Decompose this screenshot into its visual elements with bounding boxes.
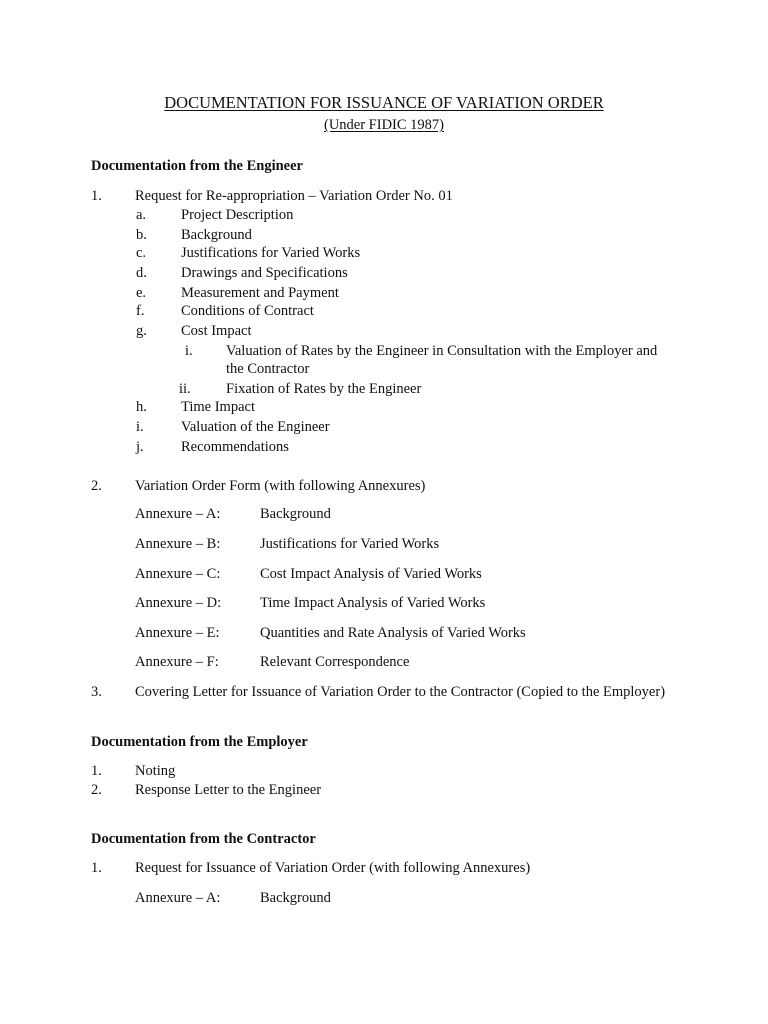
sub-item-text: Justifications for Varied Works <box>181 245 361 261</box>
annexure-value: Quantities and Rate Analysis of Varied Works <box>260 625 526 641</box>
list-number: 3. <box>91 684 102 700</box>
sub-item-text: Project Description <box>181 207 294 223</box>
sub-item-text: Drawings and Specifications <box>181 265 348 281</box>
sub-item-letter: c. <box>136 245 147 261</box>
sub-sub-item-number: i. <box>185 343 193 359</box>
annexure-label: Annexure – B: <box>135 536 221 552</box>
list-number: 2. <box>91 782 102 798</box>
annexure-value: Cost Impact Analysis of Varied Works <box>260 566 482 582</box>
list-number: 1. <box>91 860 102 876</box>
sub-sub-item-number: ii. <box>179 381 191 397</box>
annexure-label: Annexure – F: <box>135 654 219 670</box>
sub-item-letter: j. <box>136 439 144 455</box>
list-number: 2. <box>91 478 102 494</box>
annexure-value: Relevant Correspondence <box>260 654 410 670</box>
document-subtitle: (Under FIDIC 1987) <box>323 117 444 133</box>
section-heading-engineer: Documentation from the Engineer <box>91 158 303 174</box>
sub-item-text: Cost Impact <box>181 323 252 339</box>
list-item-text: Request for Issuance of Variation Order (with following Annexures) <box>135 860 531 876</box>
annexure-label: Annexure – D: <box>135 595 222 611</box>
sub-sub-item-text: Valuation of Rates by the Engineer in Consultation with the Employer and <box>226 343 658 359</box>
sub-item-letter: g. <box>136 323 147 339</box>
list-item-text: Request for Re-appropriation – Variation Order No. 01 <box>135 188 453 204</box>
annexure-label: Annexure – A: <box>135 890 221 906</box>
sub-item-letter: i. <box>136 419 144 435</box>
sub-sub-item-text: Fixation of Rates by the Engineer <box>226 381 422 397</box>
list-number: 1. <box>91 763 102 779</box>
sub-item-text: Conditions of Contract <box>181 303 314 319</box>
sub-item-letter: e. <box>136 285 147 301</box>
annexure-value: Background <box>260 890 331 906</box>
annexure-value: Time Impact Analysis of Varied Works <box>260 595 486 611</box>
sub-sub-item-text-continued: the Contractor <box>226 361 310 377</box>
sub-item-letter: h. <box>136 399 147 415</box>
annexure-value: Justifications for Varied Works <box>260 536 440 552</box>
sub-item-text: Recommendations <box>181 439 289 455</box>
sub-item-text: Time Impact <box>181 399 255 415</box>
annexure-label: Annexure – E: <box>135 625 220 641</box>
sub-item-letter: f. <box>136 303 145 319</box>
sub-item-letter: d. <box>136 265 147 281</box>
document-title: DOCUMENTATION FOR ISSUANCE OF VARIATION ORDER <box>164 93 604 112</box>
annexure-label: Annexure – C: <box>135 566 221 582</box>
annexure-label: Annexure – A: <box>135 506 221 522</box>
sub-item-text: Valuation of the Engineer <box>181 419 330 435</box>
list-item-text: Covering Letter for Issuance of Variation Order to the Contractor (Copied to the Employer) <box>135 684 666 700</box>
list-number: 1. <box>91 188 102 204</box>
list-item-text: Response Letter to the Engineer <box>135 782 322 798</box>
sub-item-text: Background <box>181 227 252 243</box>
list-item-text: Variation Order Form (with following Annexures) <box>135 478 426 494</box>
sub-item-text: Measurement and Payment <box>181 285 339 301</box>
list-item-text: Noting <box>135 763 176 779</box>
section-heading-contractor: Documentation from the Contractor <box>91 831 316 847</box>
sub-item-letter: b. <box>136 227 147 243</box>
annexure-value: Background <box>260 506 331 522</box>
section-heading-employer: Documentation from the Employer <box>91 734 308 750</box>
sub-item-letter: a. <box>136 207 147 223</box>
